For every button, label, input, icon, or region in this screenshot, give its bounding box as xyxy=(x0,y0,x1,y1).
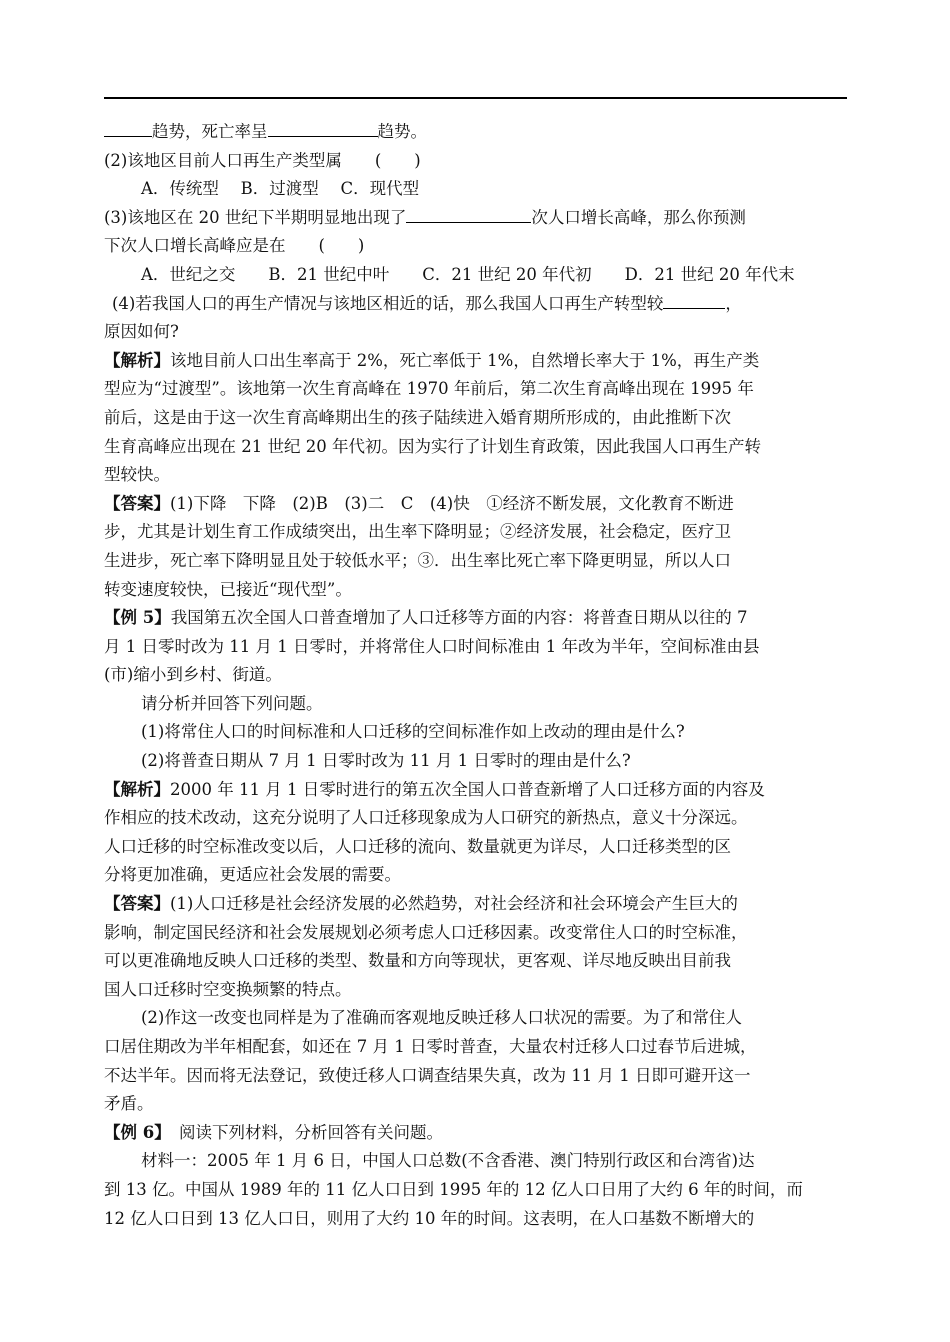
text-line xyxy=(104,718,852,747)
line-text: 下次人口增长高峰应是在 ( ) xyxy=(104,236,365,256)
text-line xyxy=(104,1033,852,1062)
header-rule xyxy=(104,97,847,99)
section-tag: 【答案】 xyxy=(104,894,170,914)
line-text: 月 1 日零时改为 11 月 1 日零时，并将常住人口时间标准由 1 年改为半年，空间标准由县 xyxy=(104,636,760,656)
line-text: 趋势，死亡率呈 xyxy=(152,122,268,141)
text-line xyxy=(104,604,852,633)
line-text: 原因如何? xyxy=(104,322,179,342)
line-text: (3)该地区在 20 世纪下半期明显地出现了 xyxy=(104,207,407,227)
text-line xyxy=(104,576,852,605)
line-text: 次人口增长高峰，那么你预测 xyxy=(531,207,746,227)
text-line xyxy=(104,147,852,176)
text-line xyxy=(104,404,852,433)
text-line xyxy=(104,833,852,862)
text-line xyxy=(104,375,852,404)
section-tag: 【解析】 xyxy=(104,350,170,370)
line-text: (1)人口迁移是社会经济发展的必然趋势，对社会经济和社会环境会产生巨大的 xyxy=(170,894,738,914)
text-line xyxy=(104,947,852,976)
text-line xyxy=(104,461,852,490)
line-text: (2)作这一改变也同样是为了准确而客观地反映迁移人口状况的需要。为了和常住人 xyxy=(141,1008,742,1028)
text-line xyxy=(104,490,852,519)
text-line xyxy=(104,919,852,948)
line-text: 人口迁移的时空标准改变以后，人口迁移的流向、数量就更为详尽，人口迁移类型的区 xyxy=(104,836,731,856)
text-line xyxy=(104,232,852,261)
line-text: 趋势。 xyxy=(377,122,427,141)
line-text: 分将更加准确，更适应社会发展的需要。 xyxy=(104,865,401,885)
line-text: 可以更准确地反映人口迁移的类型、数量和方向等现状，更客观、详尽地反映出目前我 xyxy=(104,951,731,971)
text-line xyxy=(104,976,852,1005)
answer-blank xyxy=(104,118,152,137)
section-tag: 【例 6】 xyxy=(104,1122,163,1142)
line-text: 12 亿人口日到 13 亿人口日，则用了大约 10 年的时间。这表明，在人口基数不断增大的 xyxy=(104,1208,755,1228)
text-line xyxy=(104,347,852,376)
line-text: 转变速度较快，已接近“现代型”。 xyxy=(104,579,352,599)
line-text: 阅读下列材料，分析回答有关问题。 xyxy=(162,1122,443,1142)
line-text: 前后，这是由于这一次生育高峰期出生的孩子陆续进入婚育期所形成的，由此推断下次 xyxy=(104,407,731,427)
text-line xyxy=(104,318,852,347)
text-line xyxy=(104,290,852,319)
answer-blank xyxy=(268,118,378,137)
answer-blank xyxy=(663,290,725,309)
text-line xyxy=(104,261,852,290)
line-text: (市)缩小到乡村、街道。 xyxy=(104,665,282,685)
text-line xyxy=(104,1004,852,1033)
line-text: (2)将普查日期从 7 月 1 日零时改为 11 月 1 日零时的理由是什么? xyxy=(141,751,631,771)
line-text: 生育高峰应出现在 21 世纪 20 年代初。因为实行了计划生育政策，因此我国人口再生产转 xyxy=(104,436,761,456)
text-line xyxy=(104,1176,852,1205)
text-line xyxy=(104,1147,852,1176)
document-body xyxy=(104,118,852,1233)
text-line xyxy=(104,776,852,805)
line-text: 作相应的技术改动，这充分说明了人口迁移现象成为人口研究的新热点，意义十分深远。 xyxy=(104,808,748,828)
line-text: 到 13 亿。中国从 1989 年的 11 亿人口日到 1995 年的 12 亿人口日用了大约 6 年的时间，而 xyxy=(104,1179,803,1199)
line-text: ， xyxy=(725,293,742,313)
line-text: 我国第五次全国人口普查增加了人口迁移等方面的内容：将普查日期从以往的 7 xyxy=(170,608,748,628)
line-text: 影响，制定国民经济和社会发展规划必须考虑人口迁移因素。改变常住人口的时空标准， xyxy=(104,922,748,942)
text-line xyxy=(104,747,852,776)
text-line xyxy=(104,1090,852,1119)
line-text: (1)将常住人口的时间标准和人口迁移的空间标准作如上改动的理由是什么? xyxy=(141,722,685,742)
line-text: (1)下降 下降 (2)B (3)二 C (4)快 ①经济不断发展，文化教育不断进 xyxy=(170,493,734,513)
text-line xyxy=(104,661,852,690)
text-line xyxy=(104,861,852,890)
line-text: 不达半年。因而将无法登记，致使迁移人口调查结果失真，改为 11 月 1 日即可避开这一 xyxy=(104,1065,751,1085)
line-text: (4)若我国人口的再生产情况与该地区相近的话，那么我国人口再生产转型较 xyxy=(112,293,664,313)
line-text: 材料一：2005 年 1 月 6 日，中国人口总数(不含香港、澳门特别行政区和台湾省)达 xyxy=(141,1151,755,1171)
text-line xyxy=(104,890,852,919)
text-line xyxy=(104,1119,852,1148)
line-text: 口居住期改为半年相配套，如还在 7 月 1 日零时普查，大量农村迁移人口过春节后进城， xyxy=(104,1037,757,1056)
text-line xyxy=(104,175,852,204)
line-text: 2000 年 11 月 1 日零时进行的第五次全国人口普查新增了人口迁移方面的内容及 xyxy=(170,779,765,799)
section-tag: 【答案】 xyxy=(104,493,170,513)
answer-blank xyxy=(406,204,531,223)
line-text: 型应为“过渡型”。该地第一次生育高峰在 1970 年前后，第二次生育高峰出现在 1995 年 xyxy=(104,379,754,399)
line-text: 矛盾。 xyxy=(104,1094,154,1114)
text-line xyxy=(104,518,852,547)
text-line xyxy=(104,433,852,462)
line-text: 步，尤其是计划生育工作成绩突出，出生率下降明显；②经济发展，社会稳定，医疗卫 xyxy=(104,522,731,542)
text-line xyxy=(104,547,852,576)
text-line xyxy=(104,204,852,233)
line-text: 型较快。 xyxy=(104,465,170,485)
line-text: A．世纪之交 B．21 世纪中叶 C．21 世纪 20 年代初 D．21 世纪 20 年代末 xyxy=(141,264,795,284)
text-line xyxy=(104,690,852,719)
text-line xyxy=(104,804,852,833)
line-text: 该地目前人口出生率高于 2%，死亡率低于 1%，自然增长率大于 1%，再生产类 xyxy=(170,350,760,370)
text-line xyxy=(104,633,852,662)
line-text: A．传统型 B．过渡型 C．现代型 xyxy=(141,179,420,199)
section-tag: 【例 5】 xyxy=(104,608,171,628)
line-text: 国人口迁移时空变换频繁的特点。 xyxy=(104,979,352,999)
line-text: 请分析并回答下列问题。 xyxy=(141,693,323,713)
section-tag: 【解析】 xyxy=(104,779,170,799)
line-text: 生进步，死亡率下降明显且处于较低水平；③．出生率比死亡率下降更明显，所以人口 xyxy=(104,550,731,570)
text-line xyxy=(104,1205,852,1234)
text-line xyxy=(104,1062,852,1091)
line-text: (2)该地区目前人口再生产类型属 ( ) xyxy=(104,150,421,170)
text-line xyxy=(104,118,852,147)
